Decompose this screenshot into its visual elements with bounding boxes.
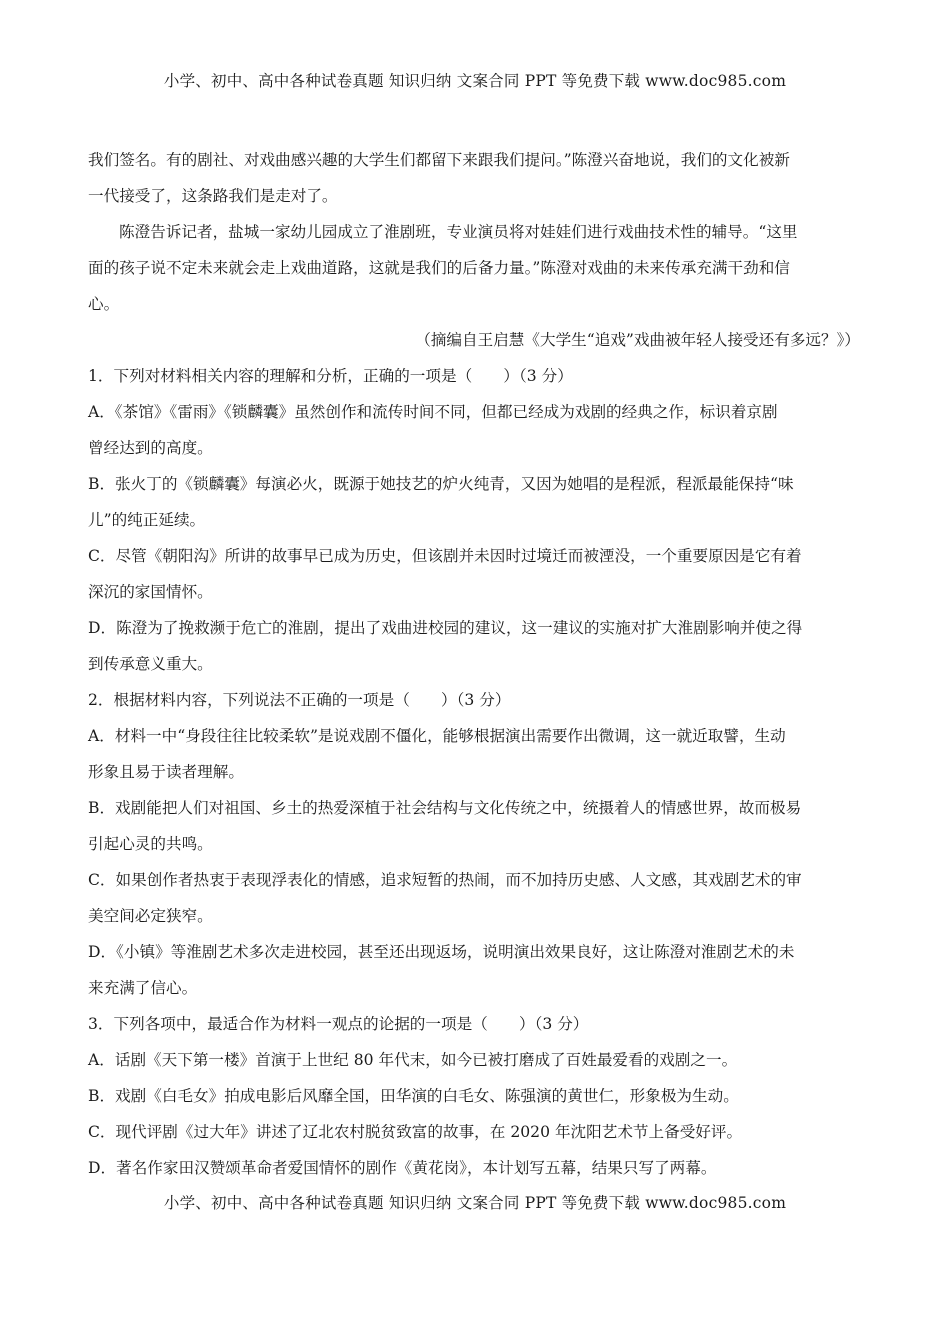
passage-source: （摘编自王启慧《大学生“追戏”戏曲被年轻人接受还有多远？》） [415, 331, 860, 349]
question-1-option-a: A．《茶馆》《雷雨》《锁麟囊》虽然创作和流传时间不同，但都已经成为戏剧的经典之作，标识着京剧 [88, 403, 778, 421]
page-header: 小学、初中、高中各种试卷真题 知识归纳 文案合同 PPT 等免费下载 www.doc985.com [163, 72, 787, 90]
question-3-option-c: C．现代评剧《过大年》讲述了辽北农村脱贫致富的故事，在 2020 年沈阳艺术节上备受好评。 [88, 1123, 743, 1141]
passage-line: 一代接受了，这条路我们是走对了。 [88, 187, 338, 205]
question-2-option-d-cont: 来充满了信心。 [88, 979, 198, 997]
question-2-option-c: C．如果创作者热衷于表现浮表化的情感，追求短暂的热闹，而不加持历史感、人文感，其戏剧艺术的审 [88, 871, 802, 889]
question-3-title: 3．下列各项中，最适合作为材料一观点的论据的一项是（ ）（3 分） [88, 1015, 589, 1033]
question-3-option-d: D．著名作家田汉赞颂革命者爱国情怀的剧作《黄花岗》，本计划写五幕，结果只写了两幕。 [88, 1159, 717, 1177]
question-2-title: 2．根据材料内容，下列说法不正确的一项是（ ）（3 分） [88, 691, 511, 709]
question-3-option-a: A．话剧《天下第一楼》首演于上世纪 80 年代末，如今已被打磨成了百姓最爱看的戏剧之一。 [88, 1051, 738, 1069]
question-1-option-b-cont: 儿”的纯正延续。 [88, 511, 206, 529]
passage-line: 心。 [88, 295, 120, 313]
document-body [88, 142, 860, 1186]
question-1-option-c-cont: 深沉的家国情怀。 [88, 583, 213, 601]
passage-line: 我们签名。有的剧社、对戏曲感兴趣的大学生们都留下来跟我们提问。”陈澄兴奋地说，我们的文化被新 [88, 151, 790, 169]
question-1-option-d: D．陈澄为了挽救濒于危亡的淮剧，提出了戏曲进校园的建议，这一建议的实施对扩大淮剧影响并使之得 [88, 619, 803, 637]
passage-line: 陈澄告诉记者，盐城一家幼儿园成立了淮剧班，专业演员将对娃娃们进行戏曲技术性的辅导。“这里 [119, 223, 798, 241]
question-1-option-b: B．张火丁的《锁麟囊》每演必火，既源于她技艺的炉火纯青，又因为她唱的是程派，程派最能保持“味 [88, 475, 794, 493]
question-2-option-a: A．材料一中“身段往往比较柔软”是说戏剧不僵化，能够根据演出需要作出微调，这一就近取譬，生动 [88, 727, 786, 745]
passage-line: 面的孩子说不定未来就会走上戏曲道路，这就是我们的后备力量。”陈澄对戏曲的未来传承充满干劲和信 [88, 259, 790, 277]
question-1-option-d-cont: 到传承意义重大。 [88, 655, 213, 673]
question-2-option-b-cont: 引起心灵的共鸣。 [88, 835, 213, 853]
question-2-option-d: D．《小镇》等淮剧艺术多次走进校园，甚至还出现返场，说明演出效果良好，这让陈澄对淮剧艺术的未 [88, 943, 795, 961]
question-1-title: 1．下列对材料相关内容的理解和分析，正确的一项是（ ）（3 分） [88, 367, 573, 385]
question-2-option-c-cont: 美空间必定狭窄。 [88, 907, 213, 925]
question-2-option-b: B．戏剧能把人们对祖国、乡土的热爱深植于社会结构与文化传统之中，统摄着人的情感世界，故而极易 [88, 799, 802, 817]
page-footer: 小学、初中、高中各种试卷真题 知识归纳 文案合同 PPT 等免费下载 www.doc985.com [163, 1194, 787, 1212]
question-1-option-c: C．尽管《朝阳沟》所讲的故事早已成为历史，但该剧并未因时过境迁而被湮没，一个重要原因是它有着 [88, 547, 802, 565]
question-1-option-a-cont: 曾经达到的高度。 [88, 439, 213, 457]
question-3-option-b: B．戏剧《白毛女》拍成电影后风靡全国，田华演的白毛女、陈强演的黄世仁，形象极为生动。 [88, 1087, 739, 1105]
question-2-option-a-cont: 形象且易于读者理解。 [88, 763, 244, 781]
